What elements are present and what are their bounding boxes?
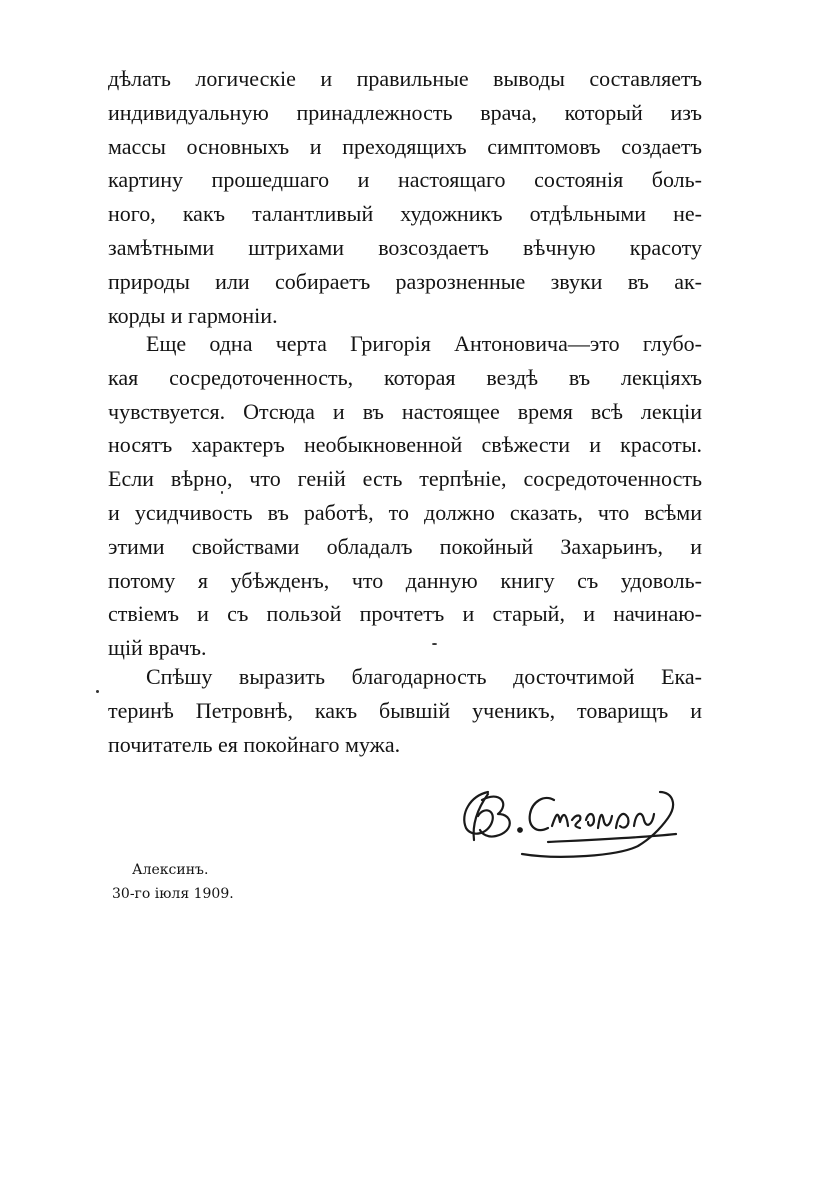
text-line: ствіемъ и съ пользой прочтетъ и старый, и начинаю- [108,601,702,627]
place-and-date [112,858,312,906]
text-line: природы или собираетъ разрозненные звуки въ ак- [108,268,702,294]
text-line: массы основныхъ и преходящихъ симптомовъ создаетъ [108,133,702,159]
text-line: замѣтными штрихами возсоздаетъ вѣчную красоту [108,234,702,260]
text-line: индивидуальную принадлежность врача, который изъ [108,99,702,125]
text-line: теринѣ Петровнѣ, какъ бывшій ученикъ, товарищъ и [108,697,702,723]
handwritten-signature [448,770,708,870]
text-line: ного, какъ талантливый художникъ отдѣльными не- [108,201,702,227]
text-line: этими свойствами обладалъ покойный Захарьинъ, и [108,533,702,559]
text-line: щій врачъ. [108,635,207,661]
text-line: кая сосредоточенность, которая вездѣ въ лекціяхъ [108,364,702,390]
text-line: Спѣшу выразить благодарность досточтимой Ека- [146,664,702,689]
text-line: чувствуется. Отсюда и въ настоящее время всѣ лекціи [108,398,702,424]
text-line: почитатель ея покойнаго мужа. [108,731,401,757]
paragraph-3 [108,660,702,761]
text-line: корды и гармоніи. [108,302,278,328]
text-line: дѣлать логическіе и правильные выводы составляетъ [108,66,702,91]
place-name: Алексинъ. [132,862,209,878]
text-line: носятъ характеръ необыкновенной свѣжести и красоты. [108,432,702,458]
date-line: 30-го іюля 1909. [112,886,234,902]
print-speck [221,491,223,494]
print-speck [96,690,99,693]
text-line: и усидчивость въ работѣ, то должно сказать, что всѣми [108,499,702,525]
print-speck [432,643,437,645]
paragraph-1 [108,62,702,332]
text-line: Если вѣрно, что геній есть терпѣніе, сосредоточенность [108,466,702,492]
text-line: картину прошедшаго и настоящаго состоянія боль- [108,167,702,193]
signature-scribble [448,770,708,870]
text-line: Еще одна черта Григорія Антоновича—это глубо- [146,331,702,356]
paragraph-2 [108,327,702,665]
text-line: потому я убѣжденъ, что данную книгу съ удоволь- [108,567,702,593]
